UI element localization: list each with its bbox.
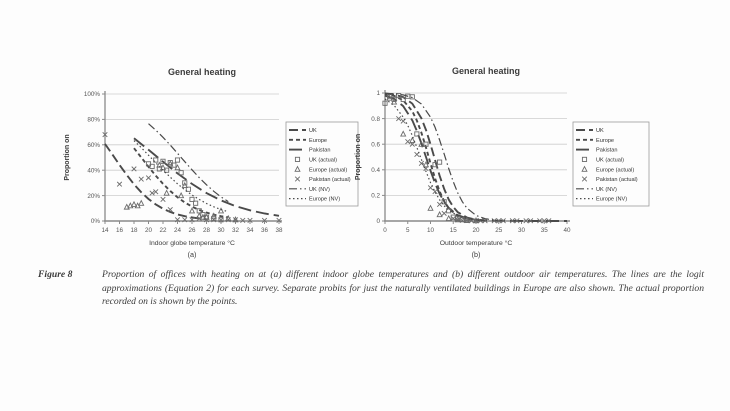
svg-text:Europe (actual): Europe (actual) [309,167,348,174]
svg-text:0.2: 0.2 [371,192,380,200]
svg-text:UK: UK [596,128,604,135]
svg-text:40%: 40% [87,167,100,175]
svg-text:100%: 100% [83,91,100,99]
svg-text:20%: 20% [87,192,100,200]
figure-label: Figure 8 [38,269,73,280]
svg-text:Europe: Europe [309,137,328,144]
svg-text:20: 20 [472,227,480,234]
svg-text:14: 14 [101,227,109,234]
svg-text:18: 18 [130,227,138,234]
svg-text:40: 40 [563,227,571,234]
svg-text:0: 0 [383,227,387,234]
svg-text:10: 10 [426,227,435,234]
chart-b-xlabel: Outdoor temperature °C [439,240,513,247]
svg-text:0.8: 0.8 [371,115,380,123]
svg-text:24: 24 [173,227,182,234]
chart-b-series-uk-nv [385,93,494,220]
chart-b-title: General heating [451,66,521,76]
svg-text:80%: 80% [87,116,100,124]
svg-text:UK (NV): UK (NV) [309,186,330,193]
chart-a-legend [286,122,358,206]
chart-a-panel-label: (a) [187,250,197,259]
svg-text:35: 35 [540,227,548,234]
svg-text:Pakistan (actual): Pakistan (actual) [309,177,351,184]
svg-text:5: 5 [405,227,410,234]
chart-b-legend [573,122,649,206]
svg-text:UK (actual): UK (actual) [596,157,624,164]
svg-text:28: 28 [202,227,211,234]
svg-text:Europe (actual): Europe (actual) [596,167,635,174]
chart-a [55,60,367,265]
chart-b-ylabel: Proportion on [355,133,362,181]
svg-text:22: 22 [159,227,167,234]
chart-b-series-pakistan [385,96,567,221]
svg-text:0.4: 0.4 [371,167,380,174]
svg-text:Pakistan: Pakistan [309,147,331,154]
chart-b [352,60,667,265]
svg-text:32: 32 [231,227,240,234]
chart-b-panel-label: (b) [471,250,481,259]
svg-text:36: 36 [260,227,269,234]
figure-caption-text: Proportion of offices with heating on at (a) different indoor globe temperatures and (b) different outdoor air temperatures. The lines are the logit approximations (Equation 2) for each survey. Separate probits for just the naturally ventilated buildings in Europe are also shown. The actual proportion recorded on is shown by the points. [102,269,704,308]
svg-text:16: 16 [115,227,124,234]
svg-text:0: 0 [376,218,380,226]
svg-text:UK (NV): UK (NV) [596,186,617,193]
svg-text:Pakistan (actual): Pakistan (actual) [596,177,638,184]
svg-text:UK (actual): UK (actual) [309,157,337,164]
svg-text:Europe (NV): Europe (NV) [596,196,628,203]
svg-text:Europe: Europe [596,137,615,144]
svg-text:26: 26 [188,227,196,234]
svg-text:60%: 60% [87,142,100,149]
svg-text:15: 15 [449,227,457,234]
svg-text:0%: 0% [90,218,100,226]
figure-caption [38,268,704,309]
chart-a-axes [84,91,283,234]
chart-a-ylabel: Proportion on [64,134,71,181]
svg-text:30: 30 [217,227,225,234]
svg-text:38: 38 [275,227,283,234]
svg-text:20: 20 [144,227,153,234]
svg-text:34: 34 [246,227,254,234]
svg-text:Europe (NV): Europe (NV) [309,196,341,203]
chart-a-xlabel: Indoor globe temperature °C [149,240,235,247]
svg-text:UK: UK [309,128,317,135]
chart-a-title: General heating [167,67,237,77]
svg-text:25: 25 [495,227,503,234]
svg-text:0.6: 0.6 [371,141,380,149]
svg-text:1: 1 [376,90,380,98]
chart-b-axes [371,90,571,234]
svg-text:30: 30 [517,227,526,234]
chart-b-series-europe-actual [387,96,478,223]
svg-text:Pakistan: Pakistan [596,147,618,154]
